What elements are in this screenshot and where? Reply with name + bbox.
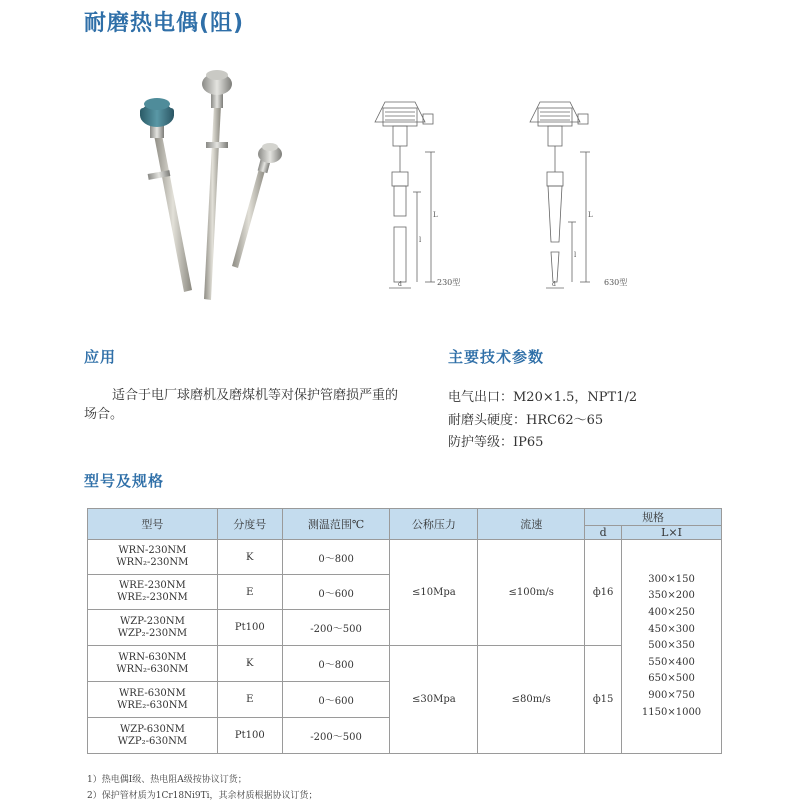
diameter-cell: ф16 — [585, 540, 622, 646]
note-2: 2）保护管材质为1Cr18Ni9Ti，其余材质根据协议订货； — [87, 791, 318, 801]
model-code: WZP-630NM — [119, 723, 185, 735]
drawing-230 — [365, 92, 485, 302]
header-spec: 规格 — [585, 509, 722, 526]
application-heading: 应用 — [84, 348, 117, 366]
model-code: WRE-630NM — [119, 687, 186, 699]
range-cell: 0～600 — [282, 575, 390, 610]
model-code: WRE₂-630NM — [117, 699, 188, 711]
spec-table — [87, 508, 722, 754]
division-cell: K — [217, 646, 282, 682]
product-photo — [120, 60, 330, 310]
dim-L: L — [588, 211, 593, 219]
dim-L: L — [433, 211, 438, 219]
flow-cell: ≤80m/s — [478, 646, 585, 754]
page-title: 耐磨热电偶(阻) — [84, 11, 245, 36]
probe-right — [232, 143, 282, 268]
length-item: 650×500 — [648, 673, 695, 685]
pressure-cell: ≤10Mpa — [390, 540, 478, 646]
division-cell: K — [217, 540, 282, 575]
model-code: WRN-230NM — [118, 545, 187, 556]
dim-d: d — [398, 281, 402, 288]
application-text: 适合于电厂球磨机及磨煤机等对保护管磨损严重的场合。 — [84, 388, 399, 422]
range-cell: 0～600 — [282, 682, 390, 718]
model-code: WZP₂-630NM — [117, 735, 188, 747]
probe-left — [140, 98, 192, 292]
header-division: 分度号 — [217, 509, 282, 540]
drawing-630 — [520, 92, 640, 302]
model-code: WRN-630NM — [118, 651, 187, 663]
model-code: WRN₂-230NM — [116, 557, 189, 568]
dim-l: l — [419, 236, 422, 244]
range-cell: -200～500 — [282, 610, 390, 646]
length-item: 1150×1000 — [641, 706, 702, 718]
header-flow: 流速 — [478, 509, 585, 540]
param-electrical: 电气出口：M20×1.5，NPT1/2 — [448, 390, 638, 405]
range-cell: -200～500 — [282, 718, 390, 754]
diameter-cell: ф15 — [585, 646, 622, 754]
header-spec-lxl: L×I — [622, 526, 722, 540]
dim-l: l — [574, 251, 577, 259]
division-cell: Pt100 — [217, 610, 282, 646]
length-item: 550×400 — [648, 656, 695, 668]
probe-middle — [202, 70, 232, 300]
pressure-cell: ≤30Mpa — [390, 646, 478, 754]
model-code: WRE₂-230NM — [117, 592, 188, 603]
model-code: WZP₂-230NM — [117, 627, 188, 639]
division-cell: E — [217, 682, 282, 718]
model-code: WZP-230NM — [119, 615, 185, 627]
length-item: 500×350 — [648, 640, 695, 652]
length-item: 350×200 — [648, 590, 695, 602]
division-cell: Pt100 — [217, 718, 282, 754]
param-protection: 防护等级：IP65 — [448, 435, 544, 450]
header-model: 型号 — [88, 509, 218, 540]
flow-cell: ≤100m/s — [478, 540, 585, 646]
model-code: WRE-230NM — [119, 580, 186, 591]
length-item: 900×750 — [648, 689, 695, 701]
param-hardness: 耐磨头硬度：HRC62～65 — [448, 413, 604, 428]
parameters-heading: 主要技术参数 — [448, 348, 545, 366]
header-spec-d: d — [585, 526, 622, 540]
length-item: 400×250 — [648, 607, 695, 619]
dim-d: d — [552, 281, 556, 288]
length-item: 450×300 — [648, 623, 695, 635]
header-pressure: 公称压力 — [390, 509, 478, 540]
table-row — [88, 540, 722, 575]
models-heading: 型号及规格 — [84, 472, 165, 490]
model-code: WRN₂-630NM — [116, 663, 189, 675]
length-item: 300×150 — [648, 573, 695, 585]
lengths-cell — [622, 540, 722, 754]
drawing-230-label: 230型 — [437, 278, 461, 287]
header-range: 测温范围℃ — [282, 509, 390, 540]
range-cell: 0～800 — [282, 540, 390, 575]
range-cell: 0～800 — [282, 646, 390, 682]
division-cell: E — [217, 575, 282, 610]
drawing-630-label: 630型 — [604, 278, 628, 287]
note-1: 1）热电偶Ⅰ级、热电阻A级按协议订货； — [87, 775, 247, 785]
